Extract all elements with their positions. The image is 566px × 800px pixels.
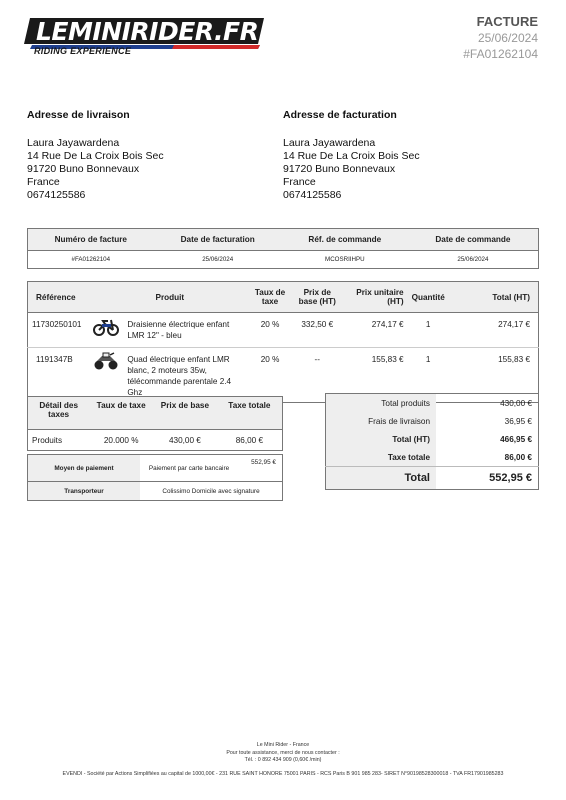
table-header: Détail des taxes [28, 397, 90, 430]
products-table [27, 281, 539, 403]
table-cell: 25/06/2024 [202, 256, 234, 263]
product-thumb [89, 313, 123, 348]
logo-text: LEMINIRIDER.FR [36, 17, 259, 46]
total-tax-label: Taxe totale [326, 448, 437, 467]
table-header: Date de facturation [154, 229, 282, 251]
table-header: Date de commande [408, 229, 539, 251]
billing-address [283, 109, 523, 202]
product-ref: 1191347B [36, 355, 73, 364]
address-line: 0674125586 [283, 189, 342, 201]
carrier-value: Colissimo Domicile avec signature [162, 487, 260, 495]
table-header: Référence [28, 282, 90, 313]
table-cell: 25/06/2024 [457, 256, 489, 263]
product-total: 274,17 € [449, 313, 539, 348]
address-line: 91720 Buno Bonnevaux [283, 163, 396, 175]
address-line: 14 Rue De La Croix Bois Sec [27, 150, 164, 162]
table-cell: #FA01262104 [71, 256, 111, 263]
address-line: 14 Rue De La Croix Bois Sec [283, 150, 420, 162]
address-line: Laura Jayawardena [283, 137, 376, 149]
product-thumb [89, 348, 123, 403]
payment-method-value: Paiement par carte bancaire [140, 455, 238, 482]
product-base-price: 332,50 € [290, 313, 345, 348]
payment-method-label: Moyen de paiement [28, 455, 141, 482]
invoice-date: 25/06/2024 [477, 31, 538, 45]
table-header: Taux de taxe [89, 397, 153, 430]
delivery-address [27, 109, 267, 202]
invoice-info-table [27, 228, 539, 269]
product-name: Quad électrique enfant LMR blanc, 2 moteurs 35w, télécommande parentale 2.4 Ghz [127, 355, 232, 397]
product-ref: 11730250101 [28, 313, 90, 348]
table-header: Numéro de facture [28, 229, 154, 251]
payment-amount: 552,95 € [238, 455, 283, 482]
table-cell: 86,00 € [235, 435, 264, 445]
grand-total-label: Total [326, 467, 437, 490]
table-header: Prix unitaire (HT) [345, 282, 408, 313]
product-base-price: -- [314, 355, 320, 364]
footer-company: Le Mini Rider - France [256, 742, 310, 748]
table-header: Prix de base (HT) [290, 282, 345, 313]
payment-table [27, 454, 283, 501]
shipping-label: Frais de livraison [326, 412, 437, 430]
address-line: 0674125586 [27, 189, 86, 201]
total-tax-value: 86,00 € [504, 452, 532, 462]
balance-bike-icon [93, 316, 119, 336]
product-total: 155,83 € [498, 355, 530, 364]
delivery-address-heading: Adresse de livraison [27, 109, 130, 121]
table-cell: 430,00 € [168, 435, 201, 445]
carrier-label: Transporteur [28, 482, 141, 501]
table-cell: MCOSRIIHPU [325, 256, 365, 263]
quad-icon [93, 351, 119, 371]
totals-table [325, 393, 539, 490]
address-line: France [283, 176, 316, 188]
shipping-value: 36,95 € [504, 416, 532, 426]
table-header: Réf. de commande [282, 229, 408, 251]
total-ht-label: Total (HT) [326, 430, 437, 448]
table-cell: 20.000 % [103, 435, 139, 445]
footer-support: Pour toute assistance, merci de nous contacter : [226, 750, 340, 756]
product-name: Draisienne électrique enfant LMR 12" - bleu [123, 313, 250, 348]
table-header: Quantité [408, 282, 449, 313]
table-header: Prix de base [153, 397, 217, 430]
product-unit-price: 155,83 € [371, 355, 404, 364]
total-products-label: Total produits [326, 394, 437, 413]
address-line: Laura Jayawardena [27, 137, 120, 149]
table-header: Taxe totale [217, 397, 283, 430]
table-cell: Produits [32, 435, 63, 445]
footer-legal: EVENDI - Société par Actions Simplifiées au capital de 1000,00€ - 231 RUE SAINT HONORE 75001 PARIS - RCS Paris B 901 985 283- SIRET N°90198528300018 - TVA FR17901985283 [62, 771, 504, 777]
address-line: 91720 Buno Bonnevaux [27, 163, 140, 175]
grand-total-value: 552,95 € [436, 467, 539, 490]
address-line: France [27, 176, 60, 188]
brand-tagline: RIDING EXPERIENCE [34, 46, 132, 56]
product-qty: 1 [408, 313, 449, 348]
total-ht-value: 466,95 € [500, 434, 532, 444]
invoice-title: FACTURE [476, 14, 538, 29]
product-unit-price: 274,17 € [345, 313, 408, 348]
table-header: Total (HT) [449, 282, 539, 313]
product-qty: 1 [425, 355, 431, 364]
footer-phone: Tél. : 0 892 434 909 (0,60€ /min) [244, 757, 322, 763]
invoice-number: #FA01262104 [463, 47, 538, 61]
total-products-value: 430,00 € [500, 398, 532, 408]
table-header: Taux de taxe [250, 282, 289, 313]
product-tax: 20 % [250, 313, 289, 348]
table-row [28, 313, 539, 348]
product-tax: 20 % [260, 355, 280, 364]
table-header: Produit [89, 282, 250, 313]
tax-details-table [27, 396, 283, 451]
billing-address-heading: Adresse de facturation [283, 109, 397, 121]
